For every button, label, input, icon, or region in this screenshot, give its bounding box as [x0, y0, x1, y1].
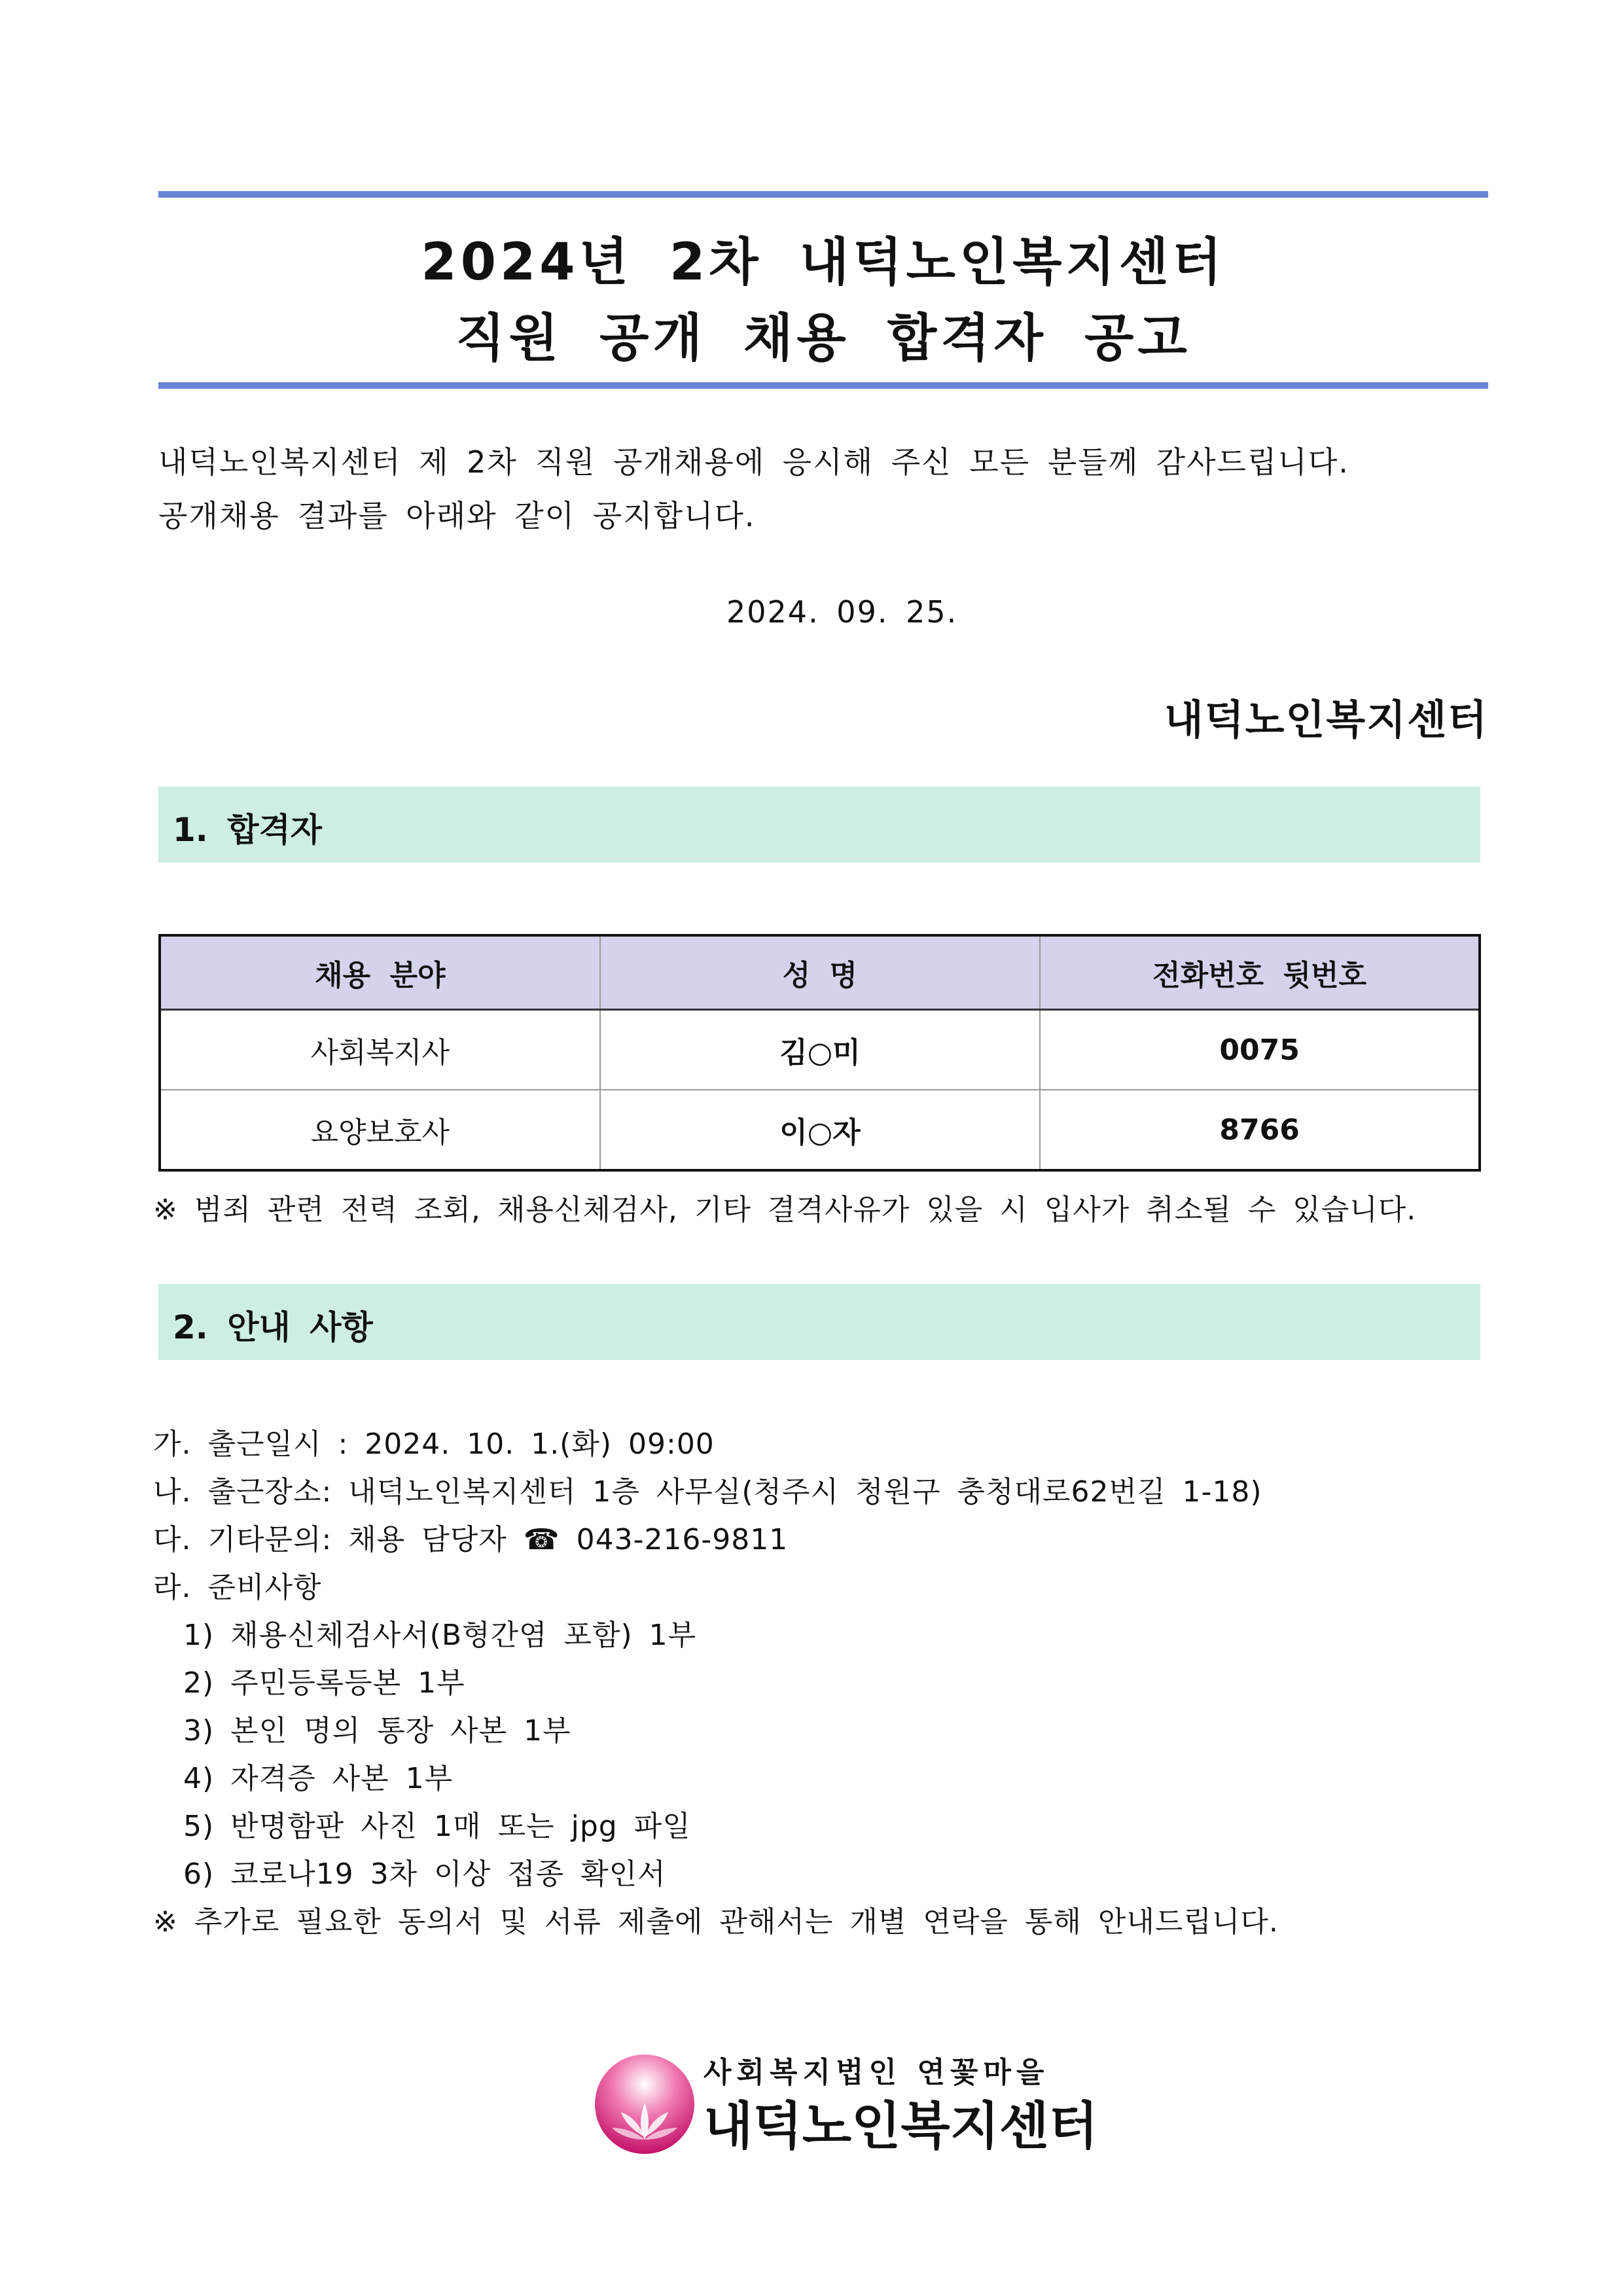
guide-item: 가. 출근일시 : 2024. 10. 1.(화) 09:00	[153, 1427, 715, 1461]
prep-item: 3) 본인 명의 통장 사본 1부	[183, 1714, 571, 1748]
title-rule-top	[158, 191, 1488, 198]
prep-item: 1) 채용신체검사서(B형간염 포함) 1부	[183, 1619, 697, 1652]
prep-item: 6) 코로나19 3차 이상 접종 확인서	[183, 1857, 666, 1891]
disqualification-note: ※ 범죄 관련 전력 조회, 채용신체검사, 기타 결격사유가 있을 시 입사가 취소될 수 있습니다.	[153, 1193, 1417, 1227]
page-title-line1: 2024년 2차 내덕노인복지센터	[421, 233, 1226, 292]
title-rule-bottom	[158, 382, 1488, 389]
cell-name: 이○자	[600, 1090, 1041, 1170]
table-row	[160, 1010, 1480, 1090]
results-table	[158, 934, 1481, 1172]
logo-name: 내덕노인복지센터	[704, 2097, 1098, 2156]
cell-field: 요양보호사	[160, 1090, 600, 1170]
prep-item: 5) 반명함판 사진 1매 또는 jpg 파일	[183, 1810, 691, 1843]
header-name: 성 명	[600, 935, 1041, 1010]
intro-line1: 내덕노인복지센터 제 2차 직원 공개채용에 응시해 주신 모든 분들께 감사드립니다.	[158, 444, 1349, 480]
cell-name: 김○미	[600, 1010, 1041, 1090]
cell-phone: 0075	[1040, 1010, 1480, 1090]
table-header-row	[160, 935, 1480, 1010]
guide-item: 라. 준비사항	[153, 1571, 322, 1604]
header-field: 채용 분야	[160, 935, 600, 1010]
table-row	[160, 1090, 1480, 1170]
page-title-line2: 직원 공개 채용 합격자 공고	[455, 309, 1191, 368]
notice-date: 2024. 09. 25.	[726, 594, 958, 630]
issuer-name: 내덕노인복지센터	[1164, 696, 1488, 744]
additional-docs-note: ※ 추가로 필요한 동의서 및 서류 제출에 관해서는 개별 연락을 통해 안내드립니다.	[153, 1905, 1279, 1939]
header-phone: 전화번호 뒷번호	[1040, 935, 1480, 1010]
section-heading-guide	[158, 1284, 1480, 1360]
section-heading-passers	[158, 787, 1480, 863]
cell-field: 사회복지사	[160, 1010, 600, 1090]
section-heading-passers-label: 1. 합격자	[173, 811, 323, 849]
logo-subtitle: 사회복지법인 연꽃마을	[704, 2056, 1050, 2089]
section-heading-guide-label: 2. 안내 사항	[173, 1308, 373, 1346]
organization-logo	[592, 2049, 1098, 2160]
guide-item: 나. 출근장소: 내덕노인복지센터 1층 사무실(청주시 청원구 충청대로62번길 1-18)	[153, 1475, 1262, 1509]
guide-item: 다. 기타문의: 채용 담당자 ☎ 043-216-9811	[153, 1523, 789, 1556]
prep-item: 4) 자격증 사본 1부	[183, 1762, 454, 1795]
cell-phone: 8766	[1040, 1090, 1480, 1170]
prep-item: 2) 주민등록등본 1부	[183, 1666, 465, 1700]
lotus-icon	[592, 2052, 697, 2157]
intro-line2: 공개채용 결과를 아래와 같이 공지합니다.	[158, 498, 756, 533]
